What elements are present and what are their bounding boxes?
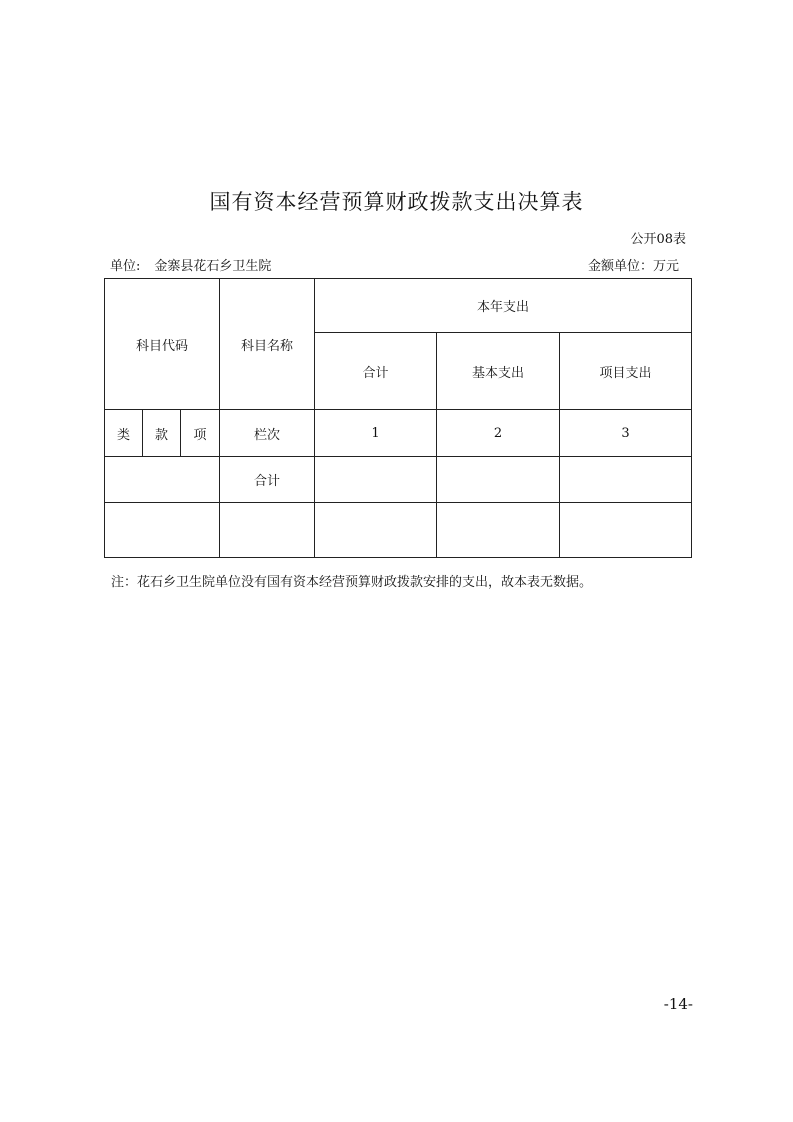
table-note: 注：花石乡卫生院单位没有国有资本经营预算财政拨款安排的支出，故本表无数据。 xyxy=(111,575,593,590)
table-row xyxy=(105,503,692,558)
table-code: 公开08表 xyxy=(630,232,686,247)
unit-value: 金寨县花石乡卫生院 xyxy=(154,259,272,274)
total-row xyxy=(105,457,692,503)
column-no-label: 栏次 xyxy=(220,410,315,457)
column-no-2: 2 xyxy=(437,410,560,457)
empty-cell xyxy=(560,503,692,558)
header-subject-name: 科目名称 xyxy=(220,279,315,410)
column-no-3: 3 xyxy=(560,410,692,457)
empty-cell xyxy=(105,503,220,558)
page-number: -14- xyxy=(663,995,693,1013)
empty-cell xyxy=(315,503,437,558)
header-this-year: 本年支出 xyxy=(315,279,692,333)
header-subject-code: 科目代码 xyxy=(105,279,220,410)
empty-cell xyxy=(437,503,560,558)
header-project: 项目支出 xyxy=(560,333,692,410)
header-lei: 类 xyxy=(105,410,143,457)
amount-unit: 金额单位：万元 xyxy=(587,259,679,274)
total-row-total xyxy=(315,457,437,503)
total-row-code xyxy=(105,457,220,503)
unit-info xyxy=(110,255,271,274)
total-row-project xyxy=(560,457,692,503)
header-total: 合计 xyxy=(315,333,437,410)
expenditure-table xyxy=(104,278,692,558)
header-kuan: 款 xyxy=(143,410,181,457)
total-row-label: 合计 xyxy=(220,457,315,503)
total-row-basic xyxy=(437,457,560,503)
header-xiang: 项 xyxy=(181,410,220,457)
header-basic: 基本支出 xyxy=(437,333,560,410)
page-title: 国有资本经营预算财政拨款支出决算表 xyxy=(209,190,584,214)
column-no-1: 1 xyxy=(315,410,437,457)
unit-label: 单位: xyxy=(110,259,141,274)
empty-cell xyxy=(220,503,315,558)
